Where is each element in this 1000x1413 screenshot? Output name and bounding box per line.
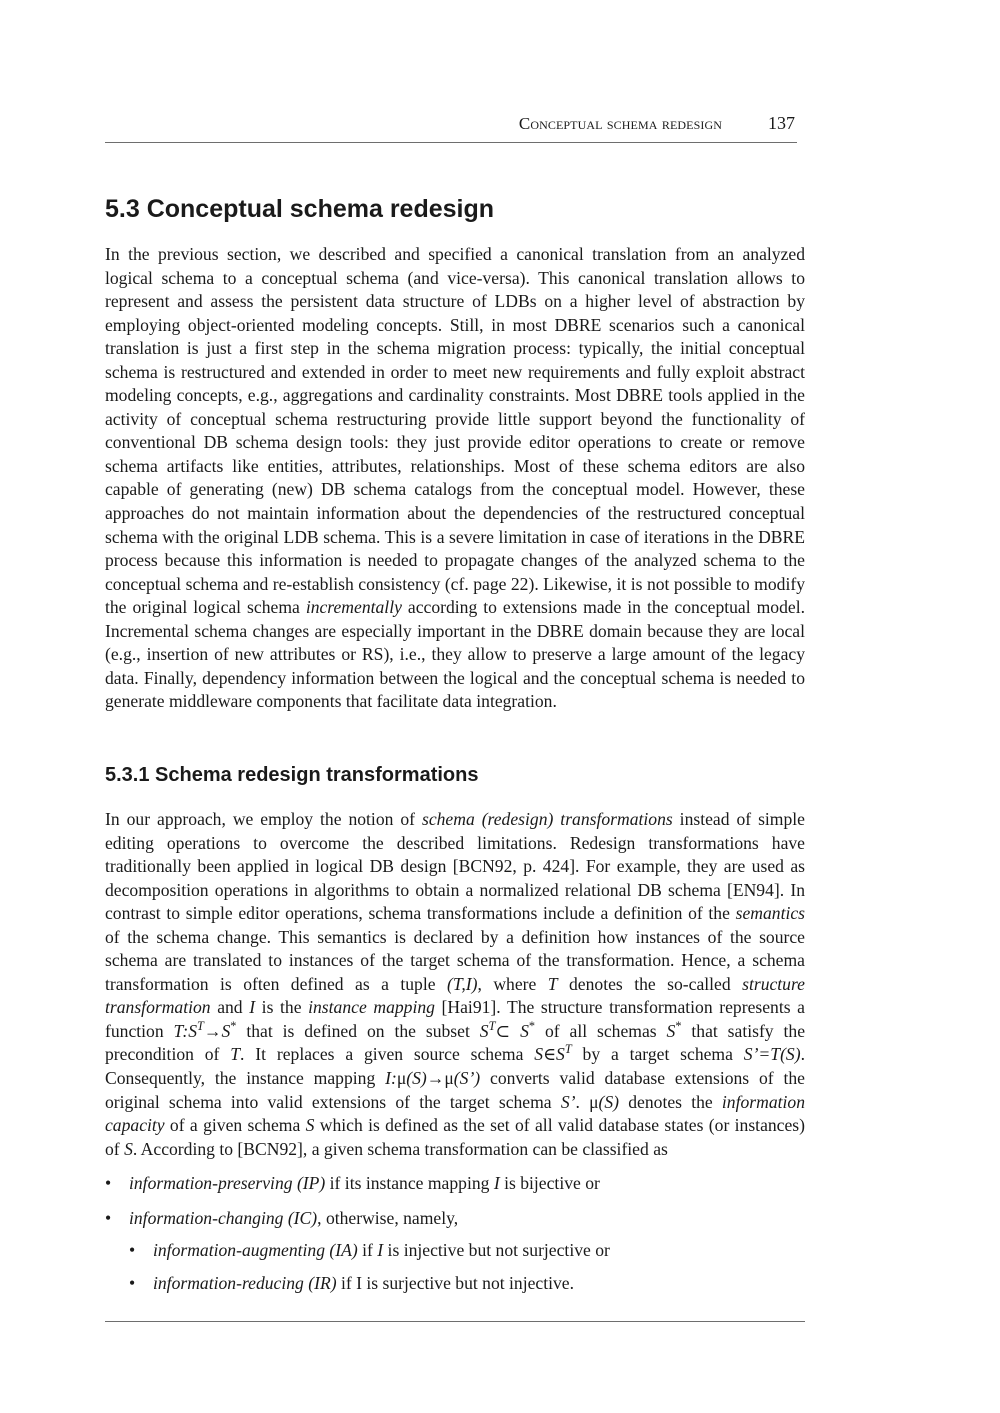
subsection-title: 5.3.1 Schema redesign transformations [105, 764, 479, 786]
paragraph-intro: In the previous section, we described and specified a canonical translation from an analyzed logical schema to a conceptual schema (and vice-versa). This canonical translation allows to represent and assess the persistent data structure of LDBs on a higher level of abstraction by employing object-oriented modeling concepts. Still, in most DBRE scenarios such a canonical translation is just a first step in the schema migration process: typically, the initial conceptual schema is restructured and extended in order to meet new requirements and fully exploit abstract modeling concepts, e.g., aggregations and cardinality constraints. Most DBRE tools applied in the activity of conceptual schema restructuring provide little support beyond the functionality of conventional DB schema design tools: they just provide editor operations to create or remove schema artifacts like entities, attributes, relationships. Most of these schema editors are also capable of generating (new) DB schema catalogs from the conceptual model. However, these approaches do not maintain information about the dependencies of the restructured conceptual schema with the original LDB schema. This is a severe limitation in case of iterations in the DBRE process because this information is needed to propagate changes of the analyzed schema to the conceptual schema and re-establish consistency (cf. page 22). Likewise, it is not possible to modify the original logical schema incrementally according to extensions made in the conceptual model. Incremental schema changes are especially important in the DBRE domain because they are local (e.g., insertion of new attributes or RS), i.e., they allow to preserve a large amount of the legacy data. Finally, dependency information between the logical and the conceptual schema is needed to generate middleware components that facilitate data integration. [105, 244, 805, 712]
paragraph-transformations: In our approach, we employ the notion of schema (redesign) transformations instead of simple editing operations to overcome the described limitations. Redesign transformations have traditionally been applied in logical DB design [BCN92, p. 424]. For example, they are used as decomposition operations in algorithms to obtain a normalized relational DB schema [EN94]. In contrast to simple editor operations, schema transformations include a definition of the semantics of the schema change. This semantics is declared by a definition how instances of the source schema are translated to instances of the target schema of the transformation. Hence, a schema transformation is often defined as a tuple (T,I), where T denotes the so-called structure transformation and I is the instance mapping [Hai91]. The structure transformation represents a function $T:S^T\to S^*$ that is defined on the subset $S^T\subset$ S* of all schemas S* that satisfy the precondition of T. It replaces a given source schema $S\in S^T$ by a target schema S’=T(S). Consequently, the instance mapping I:μ(S)→μ(S’) converts valid database extensions of the original schema into valid extensions of the target schema S’. μ(S) denotes the information capacity of a given schema S which is defined as the set of all valid database states (or instances) of S. According to [BCN92], a given schema transformation can be classified as [105, 809, 806, 1159]
bullet-icon: • [129, 1273, 136, 1293]
section-title: 5.3 Conceptual schema redesign [105, 195, 495, 223]
bullet-icon: • [105, 1173, 112, 1193]
running-title: Conceptual schema redesign [518, 114, 722, 133]
bullet-icon: • [105, 1208, 112, 1228]
bullet-icon: • [129, 1240, 136, 1260]
running-head [105, 112, 797, 143]
page-number: 137 [768, 113, 795, 133]
bottom-rule [105, 1321, 805, 1322]
